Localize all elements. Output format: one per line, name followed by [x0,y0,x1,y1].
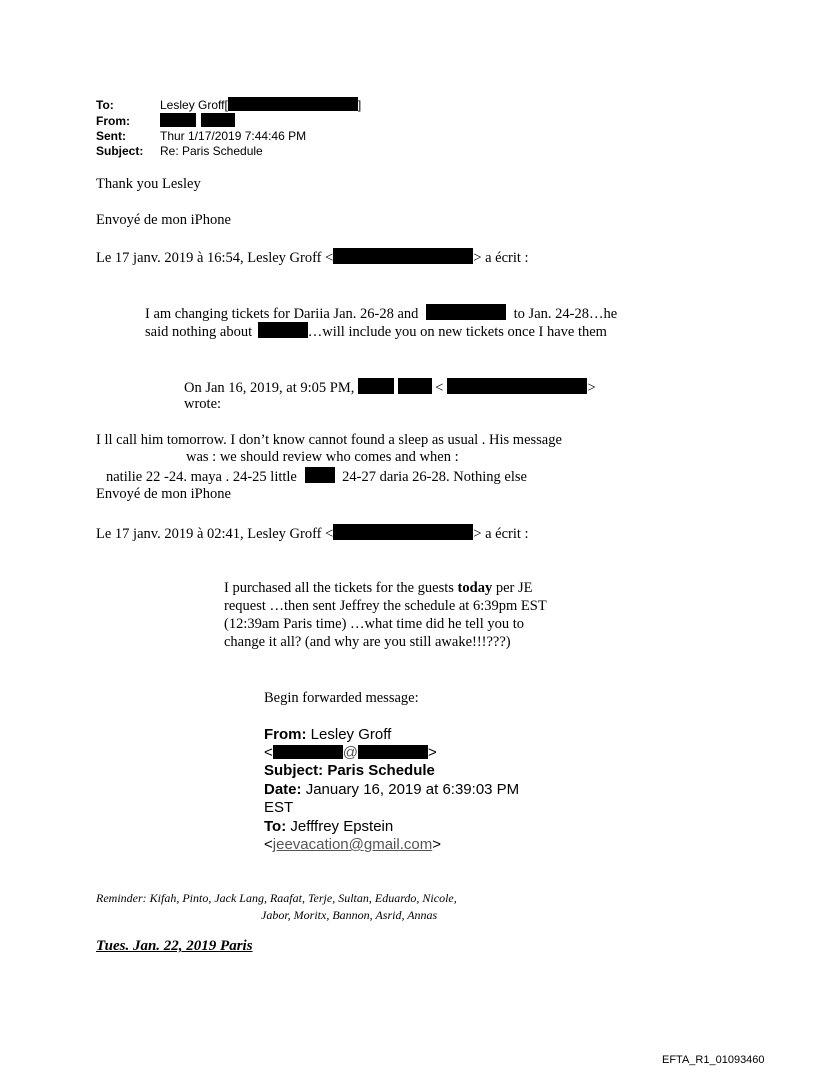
quote-header-1 [96,248,529,267]
text: …will include you on new tickets once I have them [307,324,607,340]
subject-value: Re: Paris Schedule [160,144,263,158]
message-line: was : we should review who comes and when : [186,449,459,465]
reminder-line: Reminder: Kifah, Pinto, Jack Lang, Raafat, Terje, Sultan, Eduardo, Nicole, [96,891,457,905]
label: From: [264,726,307,743]
text: > [587,380,596,396]
value: Lesley Groff [310,726,392,743]
forwarded-date-tz: EST [264,799,294,816]
to-label: To: [96,98,114,112]
forwarded-email [264,744,437,762]
to-close-bracket: ] [357,98,362,112]
quote-header-suffix: > a écrit : [473,250,529,266]
redaction-block [273,745,343,759]
subject-label: Subject: [96,144,144,158]
begin-forwarded: Begin forwarded message: [264,690,419,706]
text: said nothing about [145,324,253,340]
redaction-block [160,113,196,127]
label: Date: [264,781,302,798]
value: Jefffrey Epstein [290,818,394,835]
purchase-line [224,580,532,597]
redaction-block [398,378,432,394]
text: natilie 22 -24. maya . 24-25 little [106,469,297,485]
forwarded-to [264,818,393,836]
thanks-line: Thank you Lesley [96,176,201,192]
text: to Jan. 24-28…he [513,306,618,322]
redaction-block [358,745,428,759]
quote-header-2 [184,378,596,397]
paragraph-line [145,322,607,341]
redaction-block [447,378,587,394]
forwarded-subject: Subject: Paris Schedule [264,762,435,779]
message-line: I ll call him tomorrow. I don’t know cannot found a sleep as usual . His message [96,432,562,448]
email-link[interactable]: jeevacation@gmail.com [272,836,433,853]
text: I am changing tickets for Dariia Jan. 26-28 and [145,306,419,322]
redaction-block [333,248,473,264]
forwarded-from [264,726,391,744]
text: < [435,380,444,396]
quote-header-text: Le 17 janv. 2019 à 16:54, Lesley Groff < [96,250,334,266]
forwarded-to-email [264,836,441,854]
redaction-block [358,378,394,394]
schedule-heading: Tues. Jan. 22, 2019 Paris [96,938,253,954]
purchase-line: request …then sent Jeffrey the schedule at 6:39pm EST [224,598,547,614]
text: 24-27 daria 26-28. Nothing else [342,469,527,485]
sent-label: Sent: [96,129,126,143]
quote-header-suffix: > a écrit : [473,526,529,542]
text: I purchased all the tickets for the guests [224,580,454,596]
text: per JE [495,580,533,596]
redaction-block [333,524,473,540]
wrote-line: wrote: [184,396,222,412]
redaction-block [201,113,235,127]
forwarded-date [264,781,519,799]
from-value [160,113,235,129]
sent-from-iphone: Envoyé de mon iPhone [96,486,231,502]
sent-from-iphone: Envoyé de mon iPhone [96,212,231,228]
purchase-line: (12:39am Paris time) …what time did he tell you to [224,616,525,632]
text: < [264,744,273,761]
redaction-block [426,304,506,320]
sent-value: Thur 1/17/2019 7:44:46 PM [160,129,307,143]
quote-header-text: Le 17 janv. 2019 à 02:41, Lesley Groff < [96,526,334,542]
label: To: [264,818,287,835]
redaction-block [228,97,358,111]
reminder-line: Jabor, Moritx, Bannon, Asrid, Annas [261,908,438,922]
redaction-block [305,467,335,483]
text: @ [342,744,358,761]
text: On Jan 16, 2019, at 9:05 PM, [184,380,355,396]
text: > [432,836,441,853]
redaction-block [258,322,308,338]
purchase-line: change it all? (and why are you still awake!!!???) [224,634,511,650]
text: > [428,744,437,761]
to-name: Lesley Groff[ [160,98,228,112]
from-label: From: [96,114,130,128]
to-value [160,97,361,113]
value: January 16, 2019 at 6:39:03 PM [305,781,520,798]
message-line [106,467,527,486]
text-bold: today [457,580,493,596]
text: < [264,836,273,853]
paragraph-line [145,304,617,323]
quote-header-3 [96,524,529,543]
document-id: EFTA_R1_01093460 [662,1054,765,1066]
